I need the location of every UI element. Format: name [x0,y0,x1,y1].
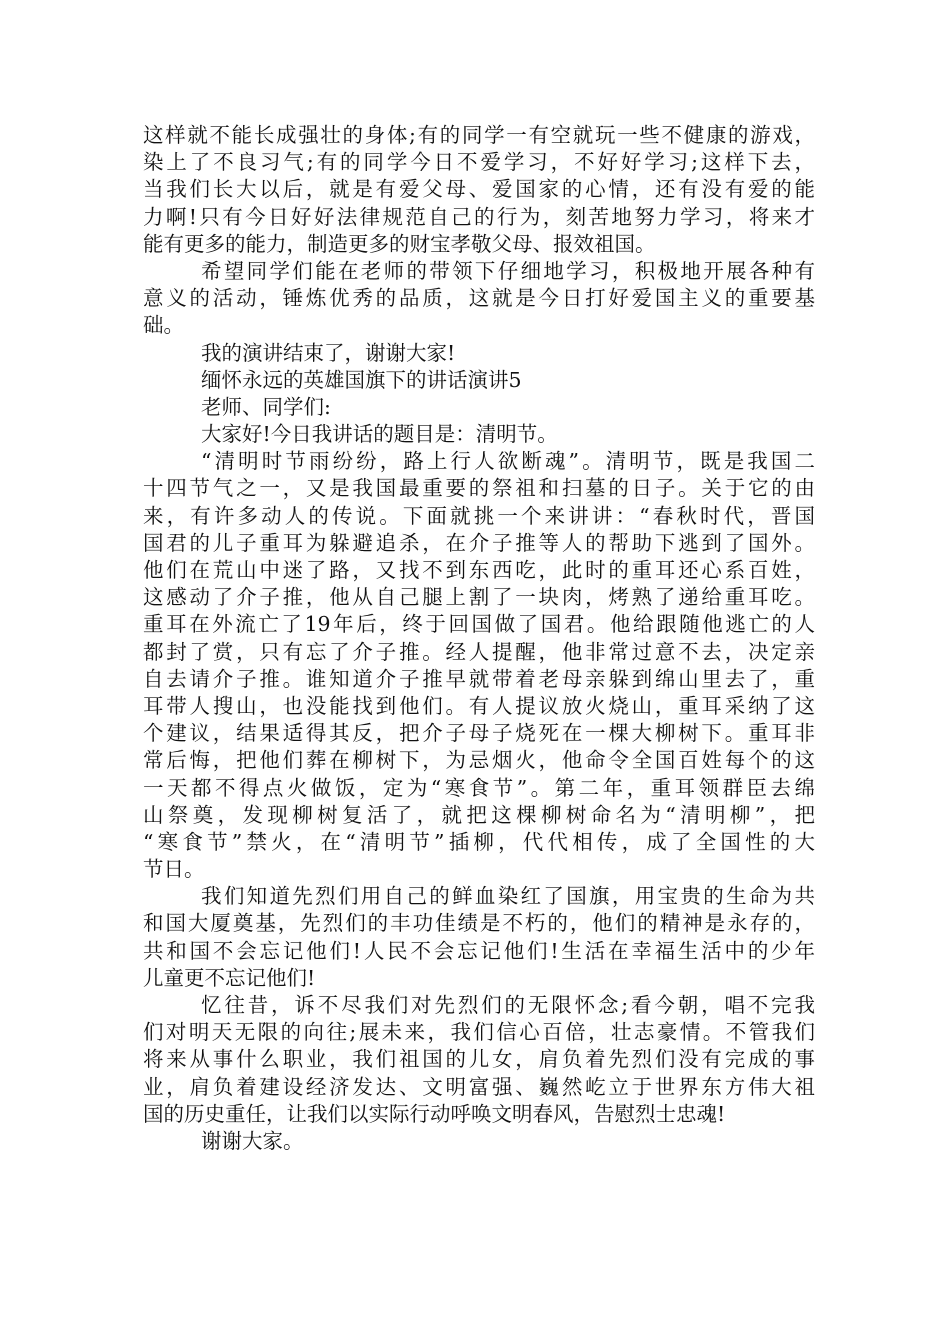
text-line: 希望同学们能在老师的带领下仔细地学习，积极地开展各种有 [201,258,815,283]
text-line: 础。 [143,313,184,338]
paragraph [143,421,815,448]
text-line: 一天都不得点火做饭，定为“寒食节”。第二年，重耳领群臣去绵 [143,775,815,800]
paragraph [143,992,815,1128]
paragraph [143,258,815,340]
text-line: 这感动了介子推，他从自己腿上割了一块肉，烤熟了递给重耳吃。 [143,585,815,610]
text-line: 十四节气之一，又是我国最重要的祭祖和扫墓的日子。关于它的由 [143,476,815,501]
text-line: 重耳在外流亡了19年后，终于回国做了国君。他给跟随他逃亡的人 [143,612,815,637]
text-line: 大家好!今日我讲话的题目是：清明节。 [201,422,558,447]
text-line: 常后悔，把他们葬在柳树下，为忌烟火，他命令全国百姓每个的这 [143,748,815,773]
text-line: 个建议，结果适得其反，把介子母子烧死在一棵大柳树下。重耳非 [143,721,815,746]
text-line: 国的历史重任，让我们以实际行动呼唤文明春风，告慰烈士忠魂! [143,1101,726,1126]
paragraph [143,122,815,258]
paragraph [143,448,815,883]
text-line: 他们在荒山中迷了路，又找不到东西吃，此时的重耳还心系百姓， [143,558,815,582]
text-line: 这样就不能长成强壮的身体;有的同学一有空就玩一些不健康的游戏， [143,123,815,147]
paragraph [143,1128,815,1155]
text-line: 当我们长大以后，就是有爱父母、爱国家的心情，还有没有爱的能 [143,177,815,202]
text-line: 业，肩负着建设经济发达、文明富强、巍然屹立于世界东方伟大祖 [143,1074,815,1099]
text-line: “寒食节”禁火，在“清明节”插柳，代代相传，成了全国性的大 [143,829,815,854]
text-line: 来，有许多动人的传说。下面就挑一个来讲讲：“春秋时代，晋国 [143,503,815,528]
text-line: 耳带人搜山，也没能找到他们。有人提议放火烧山，重耳采纳了这 [143,693,815,718]
text-line: 能有更多的能力，制造更多的财宝孝敬父母、报效祖国。 [143,231,656,256]
text-line: 们对明天无限的向往;展未来，我们信心百倍，壮志豪情。不管我们 [143,1020,815,1045]
paragraph [143,340,815,367]
text-line: 国君的儿子重耳为躲避追杀，在介子推等人的帮助下逃到了国外。 [143,530,815,555]
text-line: 我的演讲结束了，谢谢大家! [201,340,456,365]
text-line: 和国大厦奠基，先烈们的丰功佳绩是不朽的，他们的精神是永存的， [143,911,815,936]
text-line: 将来从事什么职业，我们祖国的儿女，肩负着先烈们没有完成的事 [143,1047,815,1072]
text-line: “清明时节雨纷纷，路上行人欲断魂”。清明节，既是我国二 [201,449,815,474]
paragraph [143,883,815,992]
text-line: 我们知道先烈们用自己的鲜血染红了国旗，用宝贵的生命为共 [201,884,815,909]
text-line: 老师、同学们: [201,394,331,419]
text-line: 节日。 [143,857,205,882]
paragraph [143,394,815,421]
text-line: 意义的活动，锤炼优秀的品质，这就是今日打好爱国主义的重要基 [143,286,815,311]
text-line: 山祭奠，发现柳树复活了，就把这棵柳树命名为“清明柳”，把 [143,802,815,827]
text-line: 儿童更不忘记他们! [143,965,316,990]
document-body [143,122,815,1155]
text-line: 力啊!只有今日好好法律规范自己的行为，刻苦地努力学习，将来才 [143,204,815,229]
text-line: 都封了赏，只有忘了介子推。经人提醒，他非常过意不去，决定亲 [143,639,815,664]
paragraph [143,367,815,394]
text-line: 共和国不会忘记他们!人民不会忘记他们!生活在幸福生活中的少年 [143,938,815,963]
text-line: 忆往昔，诉不尽我们对先烈们的无限怀念;看今朝，唱不完我 [201,993,815,1017]
text-line: 染上了不良习气;有的同学今日不爱学习，不好好学习;这样下去， [143,150,815,175]
text-line: 自去请介子推。谁知道介子推早就带着老母亲躲到绵山里去了，重 [143,666,815,691]
text-line: 缅怀永远的英雄国旗下的讲话演讲5 [201,367,522,392]
text-line: 谢谢大家。 [201,1128,304,1153]
